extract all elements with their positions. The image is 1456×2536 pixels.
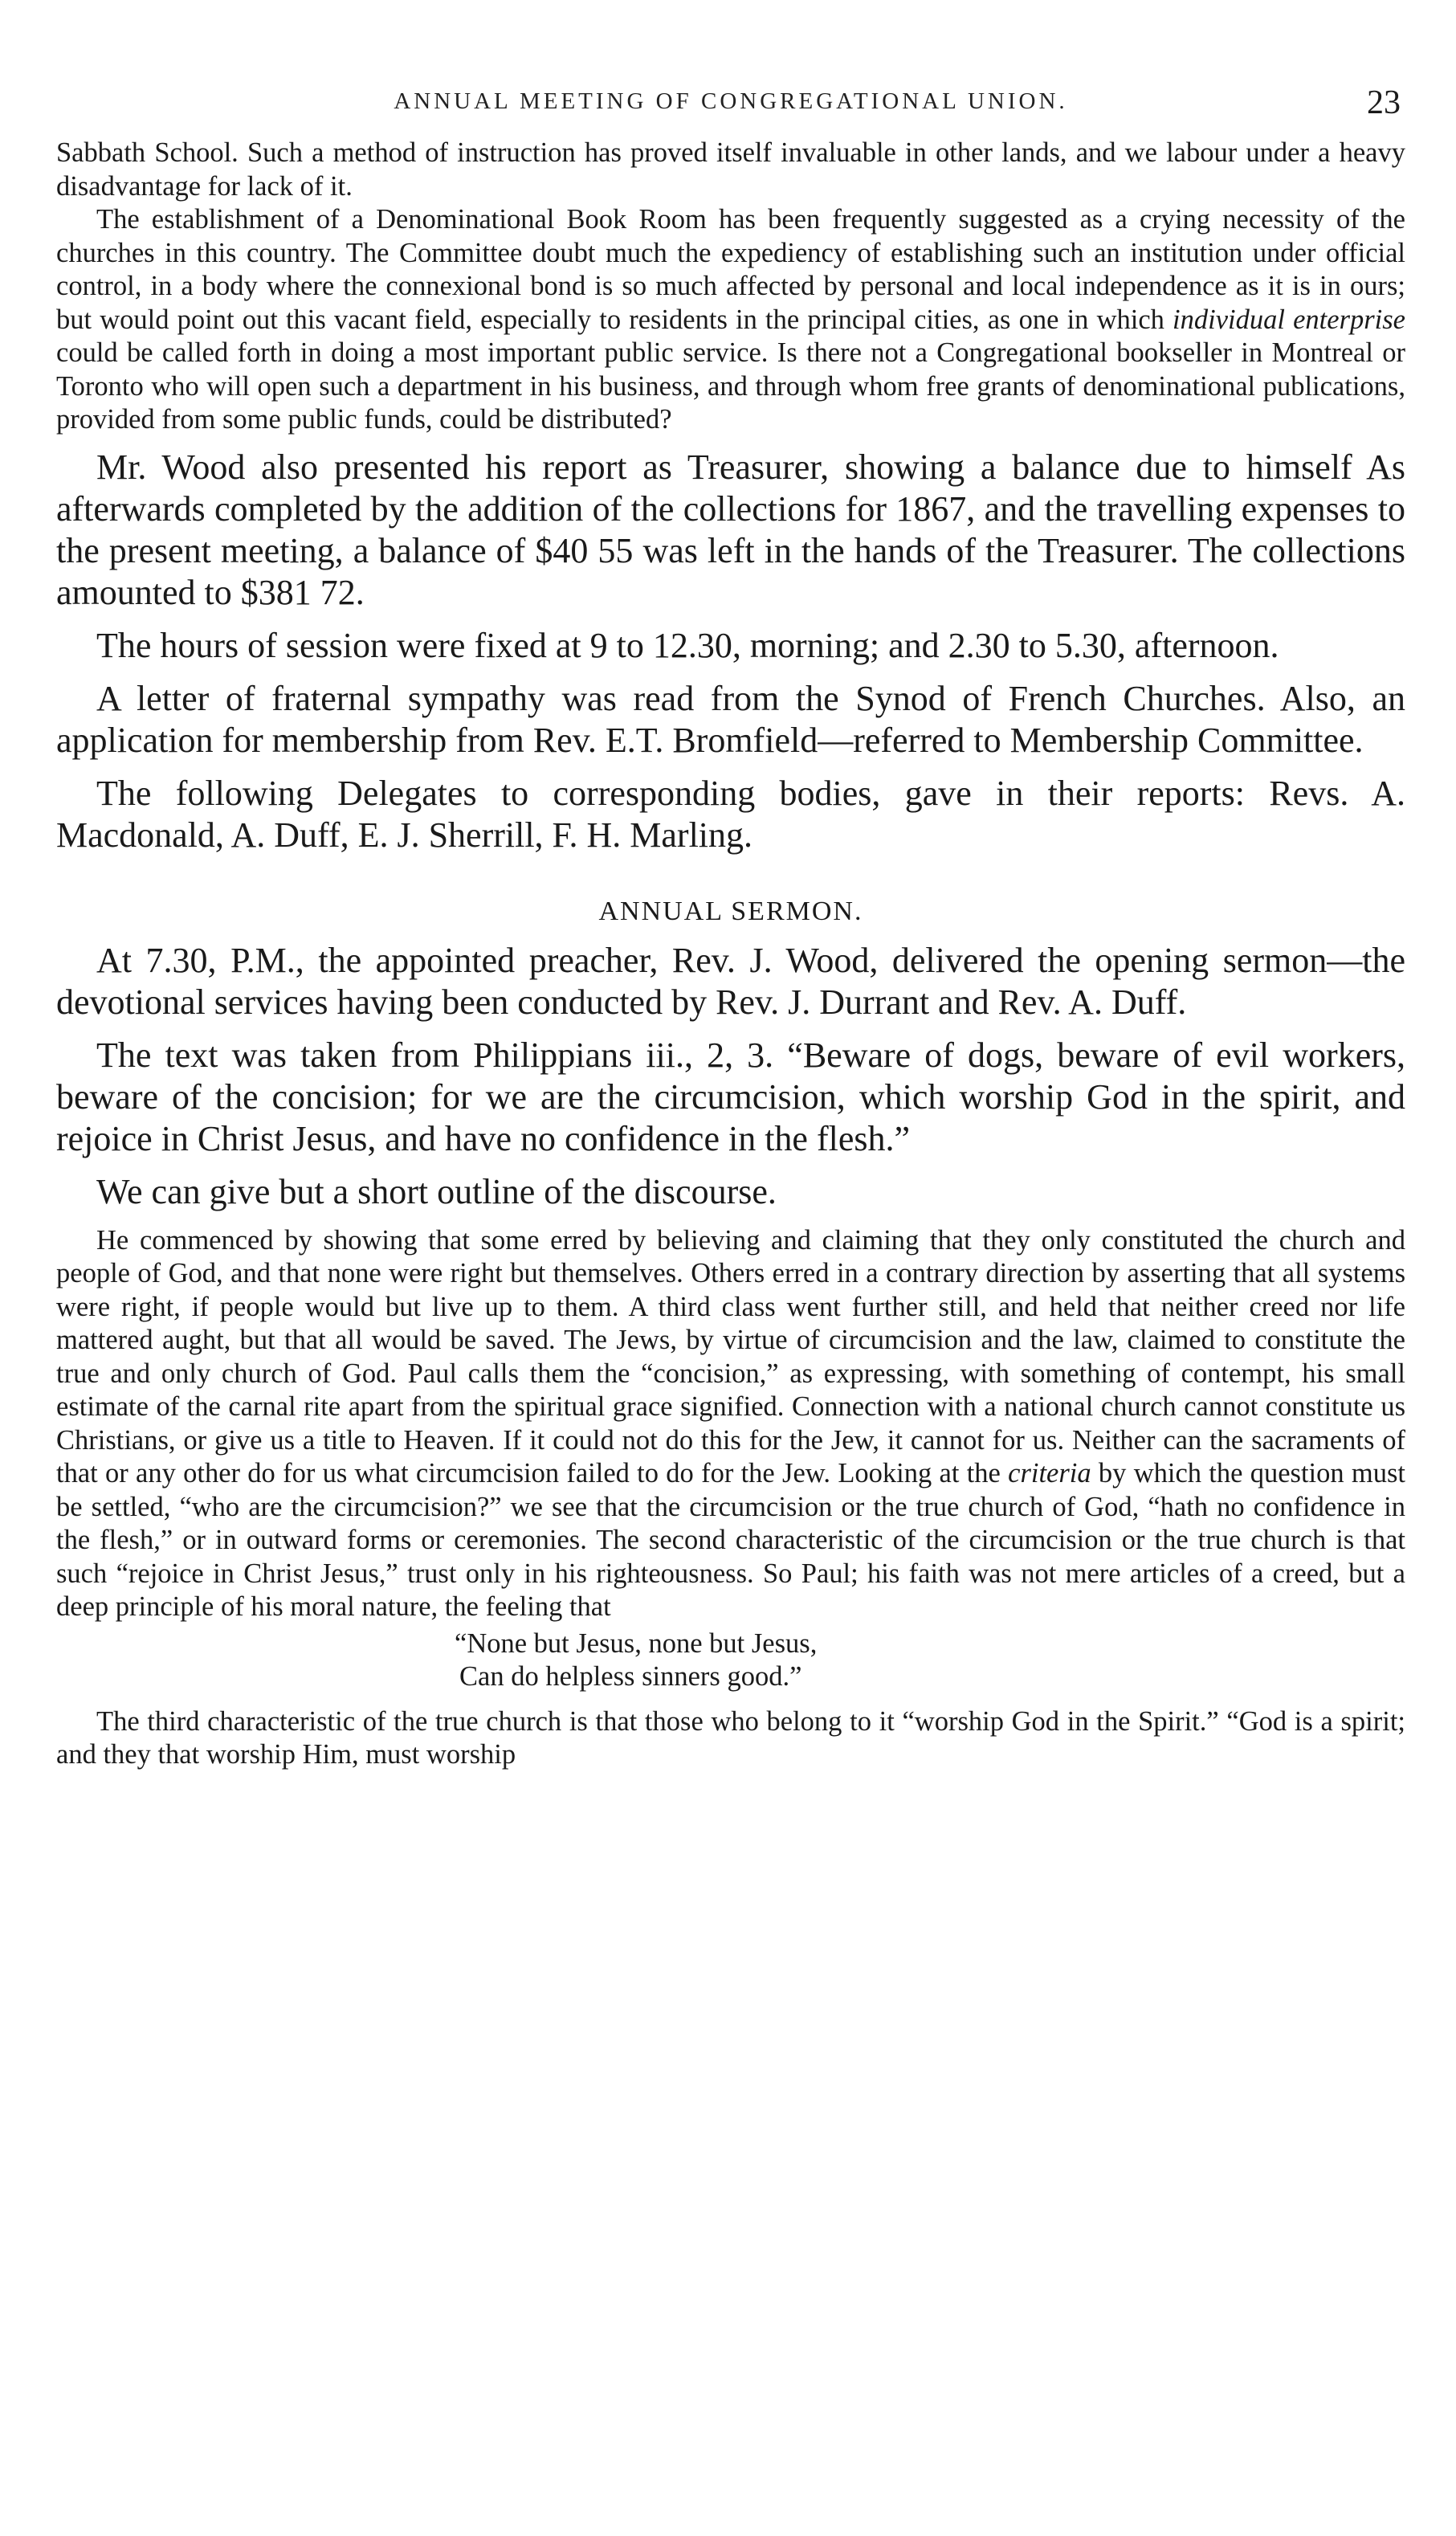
paragraph-outline-intro: We can give but a short outline of the discourse. xyxy=(96,1171,777,1211)
document-page xyxy=(56,80,1405,1772)
section-heading-annual-sermon: ANNUAL SERMON. xyxy=(598,896,863,926)
paragraph-delegates: The following Delegates to corresponding bodies, gave in their reports: Revs. A. Macdonald, A. Duff, E. J. Sherrill, F. H. Marling. xyxy=(56,773,1405,855)
page-number: 23 xyxy=(1367,84,1401,121)
italic-individual-enterprise: individual enterprise xyxy=(1173,304,1405,335)
italic-criteria: criteria xyxy=(1008,1458,1091,1489)
paragraph-discourse-part2: by which the question must be settled, “who are the circumcision?” we see that the circumcision or the true church of God, “hath no confidence in the flesh,” or in outward forms or ceremonies. The second characteristic of the circumcision or the true church is that such “rejoice in Christ Jesus,” trust only in his righteousness. So Paul; his faith was not mere articles of a creed, but a deep principle of his moral nature, the feeling that xyxy=(56,1458,1405,1622)
paragraph-hours-of-session: The hours of session were fixed at 9 to 12.30, morning; and 2.30 to 5.30, afternoon. xyxy=(96,625,1279,665)
paragraph-book-room-part2: could be called forth in doing a most important public service. Is there not a Congregational bookseller in Montreal or Toronto who will open such a department in his business, and through whom free grants of denominational publications, provided from some public funds, could be distributed? xyxy=(56,337,1405,435)
paragraph-treasurer-report: Mr. Wood also presented his report as Treasurer, showing a balance due to himself As afterwards completed by the addition of the collections for 1867, and the travelling expenses to the present meeting, a balance of $40 55 was left in the hands of the Treasurer. The collections amounted to $381 72. xyxy=(56,447,1405,612)
hymn-line-1: “None but Jesus, none but Jesus, xyxy=(455,1627,818,1659)
paragraph-sermon-text: The text was taken from Philippians iii., 2, 3. “Beware of dogs, beware of evil workers, beware of the concision; for we are the circumcision, which worship God in the spirit, and rejoice in Christ Jesus, and have no confidence in the flesh.” xyxy=(56,1035,1405,1158)
paragraph-discourse-part1: He commenced by showing that some erred by believing and claiming that they only constituted the church and people of God, and that none were right but themselves. Others erred in a contrary direction by asserting that all systems were right, if people would but live up to them. A third class went further still, and held that neither creed nor life mattered aught, but that all would be saved. The Jews, by virtue of circumcision and the law, claimed to constitute the true and only church of God. Paul calls them the “concision,” as expressing, with something of contempt, his small estimate of the carnal rite apart from the spiritual grace signified. Connection with a national church cannot constitute us Christians, or give us a title to Heaven. If it could not do this for the Jew, it cannot for us. Neither can the sacraments of that or any other do for us what circumcision failed to do for the Jew. Looking at the xyxy=(56,1224,1405,1489)
running-title: ANNUAL MEETING OF CONGREGATIONAL UNION. xyxy=(394,88,1068,114)
paragraph-book-room-part1: The establishment of a Denominational Book Room has been frequently suggested as a crying necessity of the churches in this country. The Committee doubt much the expediency of establishing such an institution under official control, in a body where the connexional bond is so much affected by personal and local independence as it is in ours; but would point out this vacant field, especially to residents in the principal cities, as one in which xyxy=(56,204,1405,335)
paragraph-discourse xyxy=(56,1224,1405,1624)
hymn-line-2: Can do helpless sinners good.” xyxy=(459,1661,802,1692)
running-head xyxy=(56,80,1405,137)
hymn-quotation xyxy=(455,1627,1405,1694)
paragraph-opening-sermon: At 7.30, P.M., the appointed preacher, Rev. J. Wood, delivered the opening sermon—the devotional services having been conducted by Rev. J. Durrant and Rev. A. Duff. xyxy=(56,940,1405,1022)
paragraph-fraternal-letter: A letter of fraternal sympathy was read from the Synod of French Churches. Also, an application for membership from Rev. E.T. Bromfield—referred to Membership Committee. xyxy=(56,678,1405,760)
paragraph-book-room xyxy=(56,203,1405,437)
paragraph-third-characteristic: The third characteristic of the true church is that those who belong to it “worship God in the Spirit.” “God is a spirit; and they that worship Him, must worship xyxy=(56,1705,1405,1770)
paragraph-sabbath-school: Sabbath School. Such a method of instruction has proved itself invaluable in other lands, and we labour under a heavy disadvantage for lack of it. xyxy=(56,137,1405,202)
